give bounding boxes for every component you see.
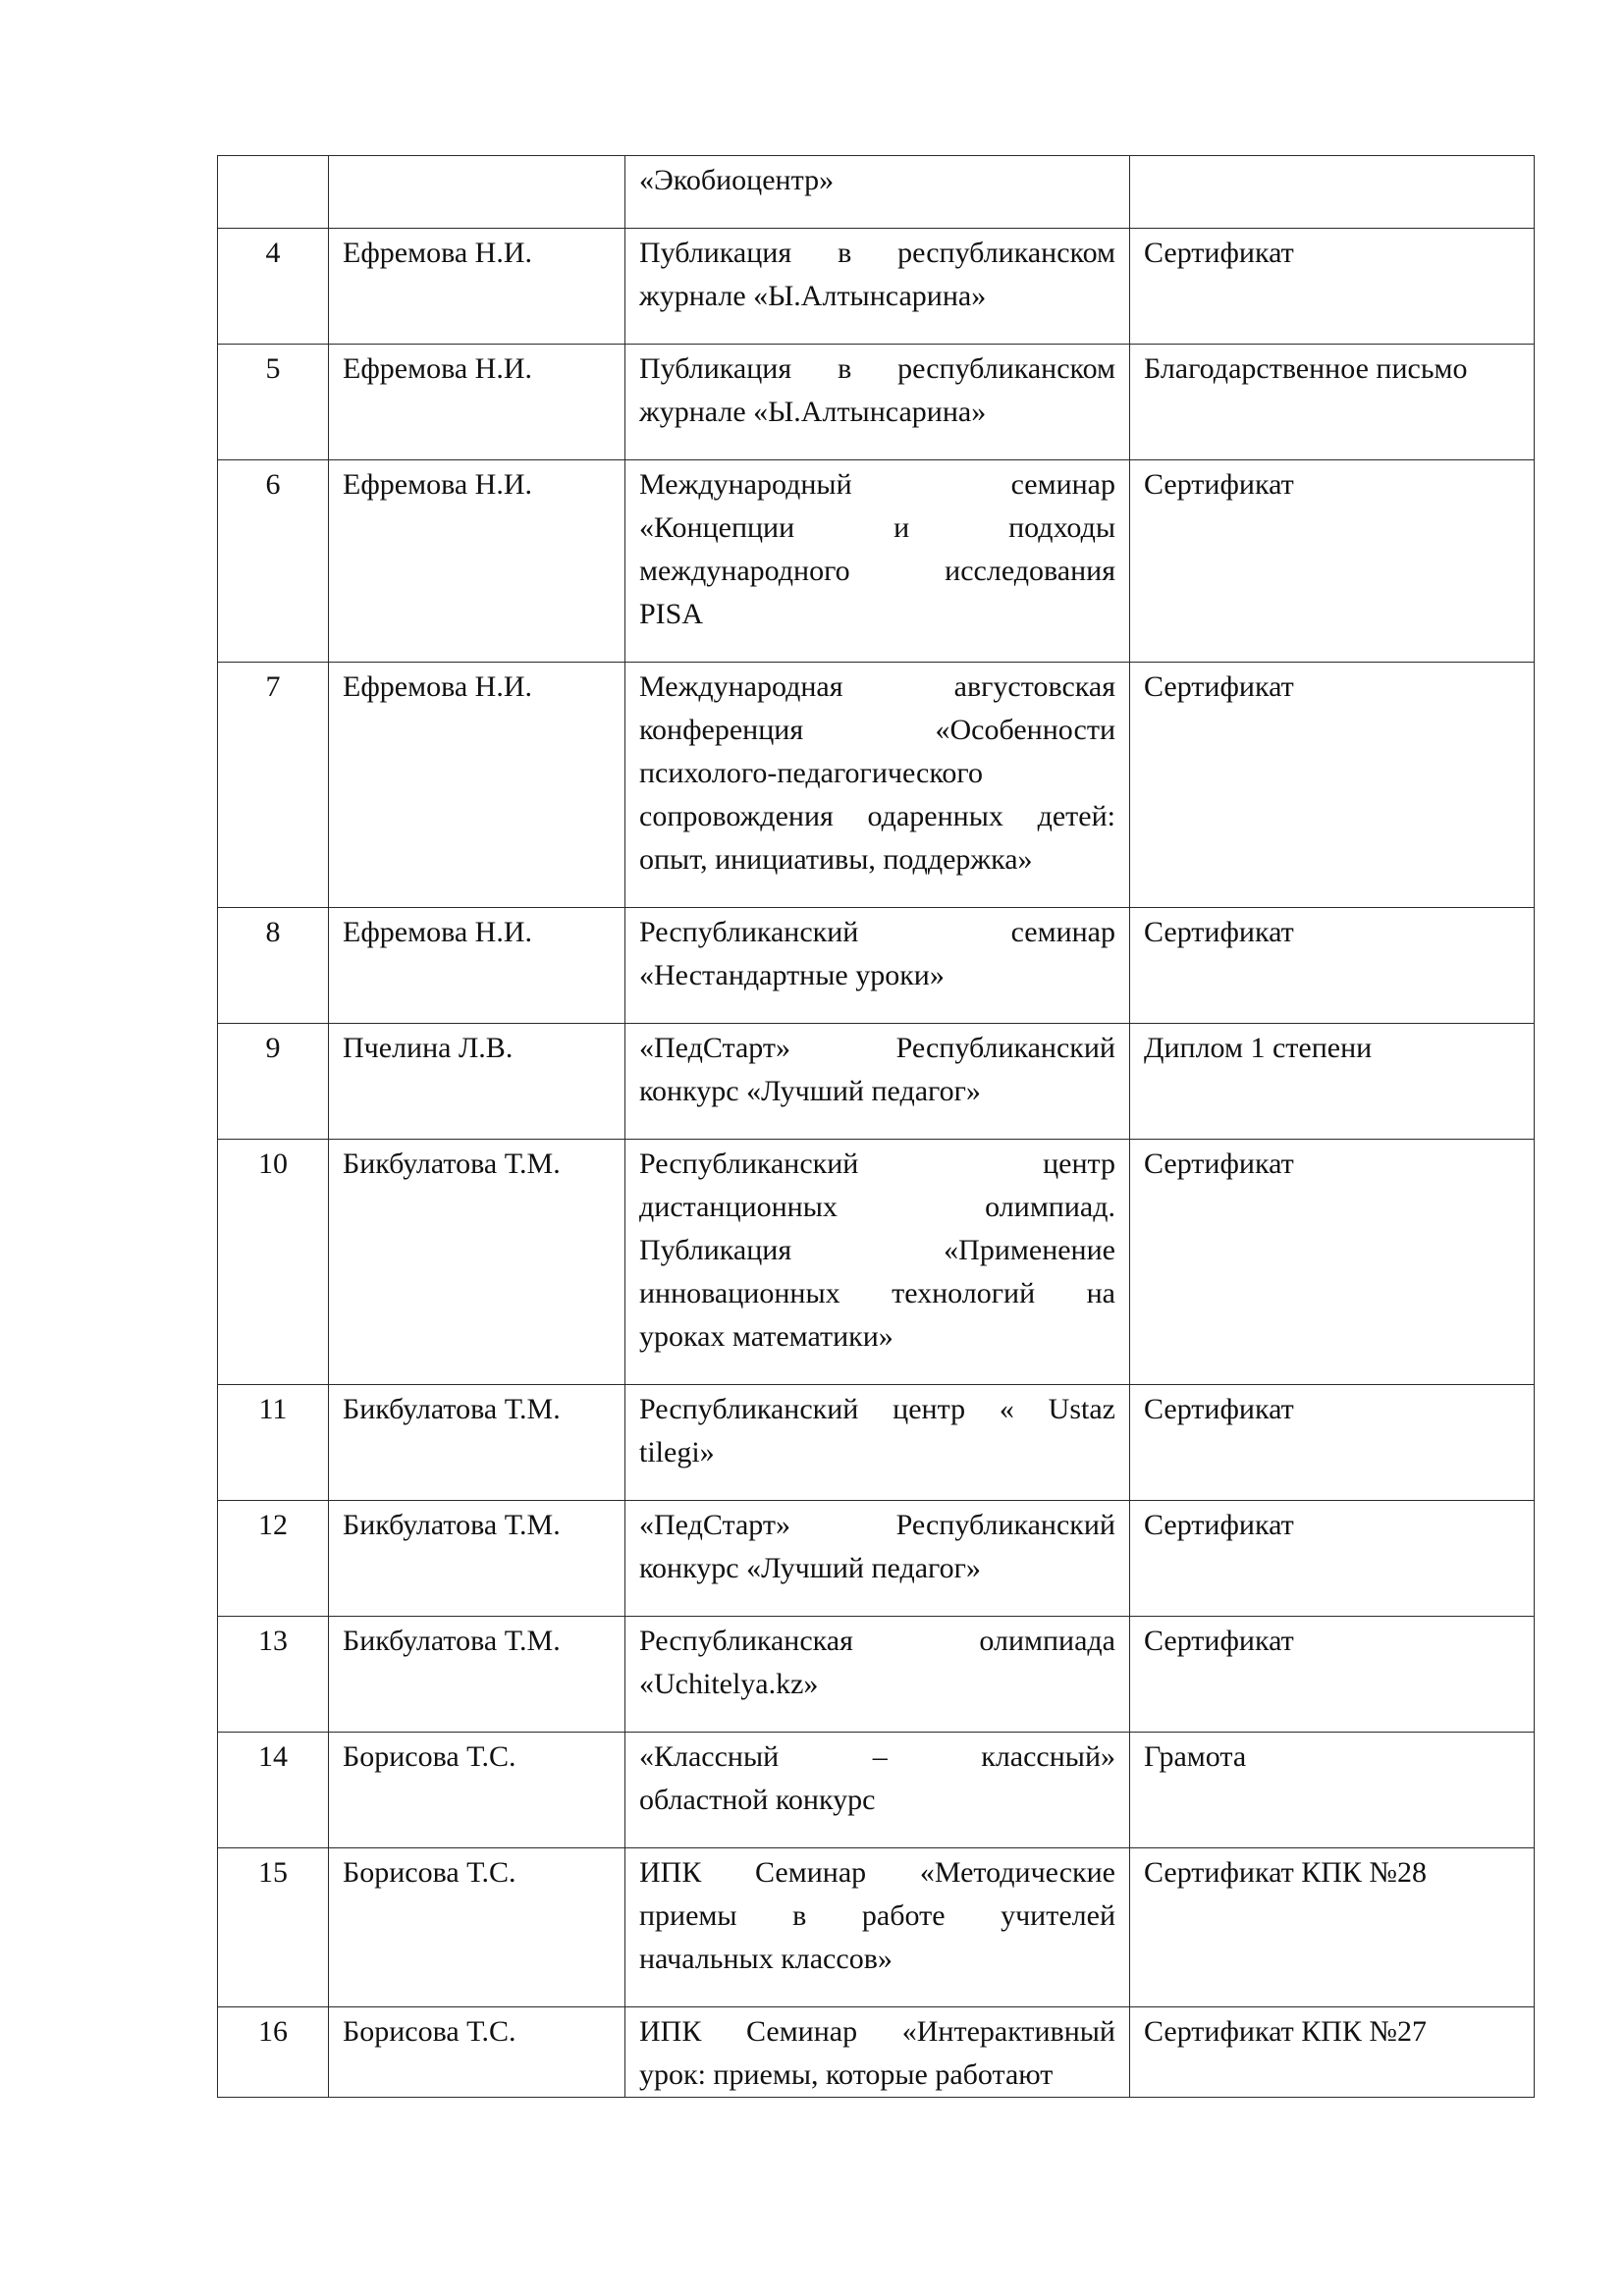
row-number-cell: 11 (218, 1385, 329, 1501)
row-number-cell: 13 (218, 1617, 329, 1733)
result-award-cell: Сертификат (1130, 1140, 1535, 1385)
table-body (218, 156, 1535, 2098)
event-description-line: конкурс «Лучший педагог» (639, 1075, 981, 1107)
row-number-cell: 15 (218, 1848, 329, 2007)
participant-name-cell: Бикбулатова Т.М. (329, 1385, 625, 1501)
participant-name-cell: Пчелина Л.В. (329, 1024, 625, 1140)
result-award-cell: Сертификат КПК №27 (1130, 2007, 1535, 2098)
result-award-cell: Сертификат (1130, 229, 1535, 345)
result-award-cell: Сертификат (1130, 1617, 1535, 1733)
table-row (218, 156, 1535, 229)
table-row (218, 1501, 1535, 1617)
event-description-line: Республиканский центр « Ustaz (639, 1393, 1115, 1425)
result-award-cell: Сертификат (1130, 663, 1535, 908)
table-row (218, 1024, 1535, 1140)
records-table (217, 155, 1535, 2098)
result-award-cell: Грамота (1130, 1733, 1535, 1848)
event-description-line: журнале «Ы.Алтынсарина» (639, 396, 987, 428)
event-description-line: уроках математики» (639, 1320, 893, 1353)
event-description-cell (625, 345, 1130, 460)
row-number-cell: 8 (218, 908, 329, 1024)
table-row (218, 1617, 1535, 1733)
participant-name-cell (329, 156, 625, 229)
table-row (218, 1140, 1535, 1385)
event-description-line: Публикация в республиканском (639, 352, 1115, 385)
participant-name-cell: Ефремова Н.И. (329, 460, 625, 663)
table-row (218, 345, 1535, 460)
event-description-cell (625, 663, 1130, 908)
result-award-cell: Сертификат (1130, 908, 1535, 1024)
event-description-line: ИПК Семинар «Интерактивный (639, 2015, 1115, 2048)
event-description-cell (625, 1617, 1130, 1733)
event-description-line: журнале «Ы.Алтынсарина» (639, 280, 987, 312)
event-description-cell (625, 1733, 1130, 1848)
row-number-cell: 4 (218, 229, 329, 345)
event-description-line: ИПК Семинар «Методические (639, 1856, 1115, 1889)
event-description-line: Международная августовская (639, 670, 1115, 703)
event-description-line: «Классный – классный» (639, 1740, 1115, 1773)
event-description-cell (625, 229, 1130, 345)
event-description-cell (625, 1848, 1130, 2007)
event-description-line: Публикация «Применение (639, 1234, 1115, 1266)
result-award-cell: Сертификат (1130, 1501, 1535, 1617)
participant-name-cell: Ефремова Н.И. (329, 345, 625, 460)
event-description-line: Публикация в республиканском (639, 237, 1115, 269)
event-description-line: «Uchitelya.kz» (639, 1668, 819, 1700)
table-row (218, 908, 1535, 1024)
table-row (218, 1848, 1535, 2007)
event-description-line: Международный семинар (639, 468, 1115, 501)
table-row (218, 1385, 1535, 1501)
event-description-line: дистанционных олимпиад. (639, 1191, 1115, 1223)
participant-name-cell: Ефремова Н.И. (329, 663, 625, 908)
event-description-line: начальных классов» (639, 1943, 893, 1975)
result-award-cell: Сертификат (1130, 460, 1535, 663)
row-number-cell: 16 (218, 2007, 329, 2098)
event-description-cell (625, 156, 1130, 229)
result-award-cell (1130, 156, 1535, 229)
participant-name-cell: Борисова Т.С. (329, 1733, 625, 1848)
event-description-line: сопровождения одаренных детей: (639, 800, 1115, 832)
table-row (218, 1733, 1535, 1848)
row-number-cell: 5 (218, 345, 329, 460)
event-description-line: психолого-педагогического (639, 757, 983, 789)
event-description-line: PISA (639, 598, 704, 630)
event-description-line: «ПедСтарт» Республиканский (639, 1032, 1115, 1064)
event-description-cell (625, 1024, 1130, 1140)
event-description-line: «Концепции и подходы (639, 511, 1115, 544)
event-description-line: конкурс «Лучший педагог» (639, 1552, 981, 1584)
row-number-cell: 9 (218, 1024, 329, 1140)
row-number-cell: 10 (218, 1140, 329, 1385)
event-description-line: «Нестандартные уроки» (639, 959, 945, 991)
event-description-line: Республиканская олимпиада (639, 1625, 1115, 1657)
participant-name-cell: Бикбулатова Т.М. (329, 1617, 625, 1733)
result-award-cell: Сертификат КПК №28 (1130, 1848, 1535, 2007)
result-award-cell: Благодарственное письмо (1130, 345, 1535, 460)
participant-name-cell: Ефремова Н.И. (329, 908, 625, 1024)
table-row (218, 229, 1535, 345)
table-row (218, 663, 1535, 908)
row-number-cell: 6 (218, 460, 329, 663)
event-description-line: tilegi» (639, 1436, 715, 1468)
event-description-line: «ПедСтарт» Республиканский (639, 1509, 1115, 1541)
event-description-line: Республиканский центр (639, 1148, 1115, 1180)
event-description-cell (625, 1501, 1130, 1617)
event-description-cell (625, 460, 1130, 663)
event-description-line: международного исследования (639, 555, 1115, 587)
participant-name-cell: Борисова Т.С. (329, 1848, 625, 2007)
event-description-line: урок: приемы, которые работают (639, 2058, 1054, 2091)
row-number-cell (218, 156, 329, 229)
event-description-line: опыт, инициативы, поддержка» (639, 843, 1033, 876)
row-number-cell: 12 (218, 1501, 329, 1617)
participant-name-cell: Бикбулатова Т.М. (329, 1140, 625, 1385)
event-description-line: приемы в работе учителей (639, 1899, 1115, 1932)
event-description-line: инновационных технологий на (639, 1277, 1115, 1309)
participant-name-cell: Бикбулатова Т.М. (329, 1501, 625, 1617)
event-description-cell (625, 908, 1130, 1024)
event-description-line: областной конкурс (639, 1784, 876, 1816)
table-row (218, 460, 1535, 663)
row-number-cell: 7 (218, 663, 329, 908)
event-description-cell (625, 1140, 1130, 1385)
participant-name-cell: Борисова Т.С. (329, 2007, 625, 2098)
row-number-cell: 14 (218, 1733, 329, 1848)
event-description-cell (625, 2007, 1130, 2098)
event-description-cell (625, 1385, 1130, 1501)
result-award-cell: Сертификат (1130, 1385, 1535, 1501)
result-award-cell: Диплом 1 степени (1130, 1024, 1535, 1140)
event-description-line: Республиканский семинар (639, 916, 1115, 948)
event-description-line: конференция «Особенности (639, 714, 1115, 746)
participant-name-cell: Ефремова Н.И. (329, 229, 625, 345)
table-row (218, 2007, 1535, 2098)
event-description-line: «Экобиоцентр» (639, 164, 835, 196)
